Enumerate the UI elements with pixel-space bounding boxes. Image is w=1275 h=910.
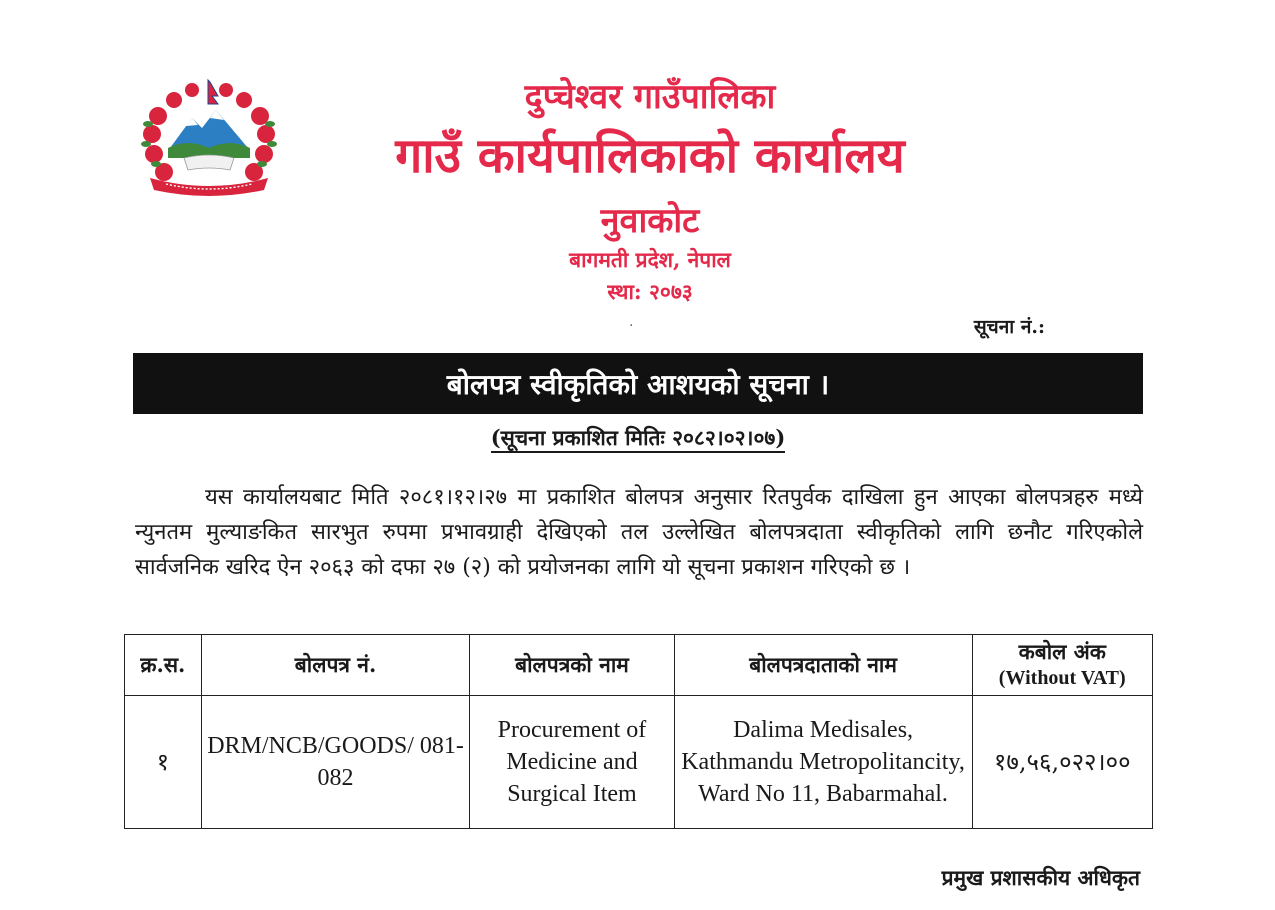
header-bidder-name: बोलपत्रदाताको नाम bbox=[674, 635, 972, 696]
publish-date bbox=[300, 424, 976, 452]
table-row bbox=[125, 696, 1153, 829]
notice-body: यस कार्यालयबाट मिति २०८१।१२।२७ मा प्रकाशित बोलपत्र अनुसार रितपुर्वक दाखिला हुन आएका बोलपत्रहरु मध्ये न्युनतम मुल्याङकित सारभुत रुपमा प्रभावग्राही देखिएको तल उल्लेखित बोलपत्रदाता स्वीकृतिको लागि छनौट गरिएकोले सार्वजनिक खरिद ऐन २०६३ को दफा २७ (२) को प्रयोजनका लागि यो सूचना प्रकाशन गरिएको छ । bbox=[135, 485, 1143, 580]
scan-speck: · bbox=[629, 318, 634, 334]
cell-bidder-name-text: Dalima Medisales, Kathmandu Metropolitancity, Ward No 11, Babarmahal. bbox=[681, 717, 965, 807]
notice-title: बोलपत्र स्वीकृतिको आशयको सूचना । bbox=[446, 367, 830, 401]
cell-bid-name-text: Procurement of Medicine and Surgical Item bbox=[497, 717, 647, 807]
header-amount bbox=[972, 635, 1153, 696]
nepal-emblem-icon bbox=[136, 78, 282, 200]
cell-amount: १७,५६,०२२।०० bbox=[972, 696, 1153, 829]
district-name: नुवाकोट bbox=[600, 201, 700, 241]
header-amount-label: कबोल अंक bbox=[1018, 639, 1106, 664]
notice-title-banner bbox=[133, 353, 1143, 414]
municipality-name: दुप्चेश्वर गाउँपालिका bbox=[524, 77, 776, 117]
cell-bid-no-text: DRM/NCB/GOODS/ 081-082 bbox=[207, 733, 464, 791]
signatory-title: प्रमुख प्रशासकीय अधिकृत bbox=[941, 865, 1140, 890]
cell-bid-name bbox=[470, 696, 674, 829]
header-bid-no: बोलपत्र नं. bbox=[201, 635, 470, 696]
header-bid-name: बोलपत्रको नाम bbox=[470, 635, 674, 696]
header-amount-note: (Without VAT) bbox=[998, 667, 1126, 689]
notice-number-label: सूचना नं.: bbox=[973, 316, 1045, 338]
cell-sn: १ bbox=[125, 696, 202, 829]
province-name: बागमती प्रदेश, नेपाल bbox=[569, 247, 731, 272]
table-header-row bbox=[125, 635, 1153, 696]
publish-date-text: (सूचना प्रकाशित मितिः २०८२।०२।०७) bbox=[491, 425, 786, 453]
cell-bid-no bbox=[201, 696, 470, 829]
established-year: स्था: २०७३ bbox=[607, 279, 693, 304]
cell-bidder-name bbox=[674, 696, 972, 829]
bid-table bbox=[124, 634, 1153, 829]
office-name: गाउँ कार्यपालिकाको कार्यालय bbox=[395, 128, 905, 184]
header-sn: क्र.स. bbox=[125, 635, 202, 696]
